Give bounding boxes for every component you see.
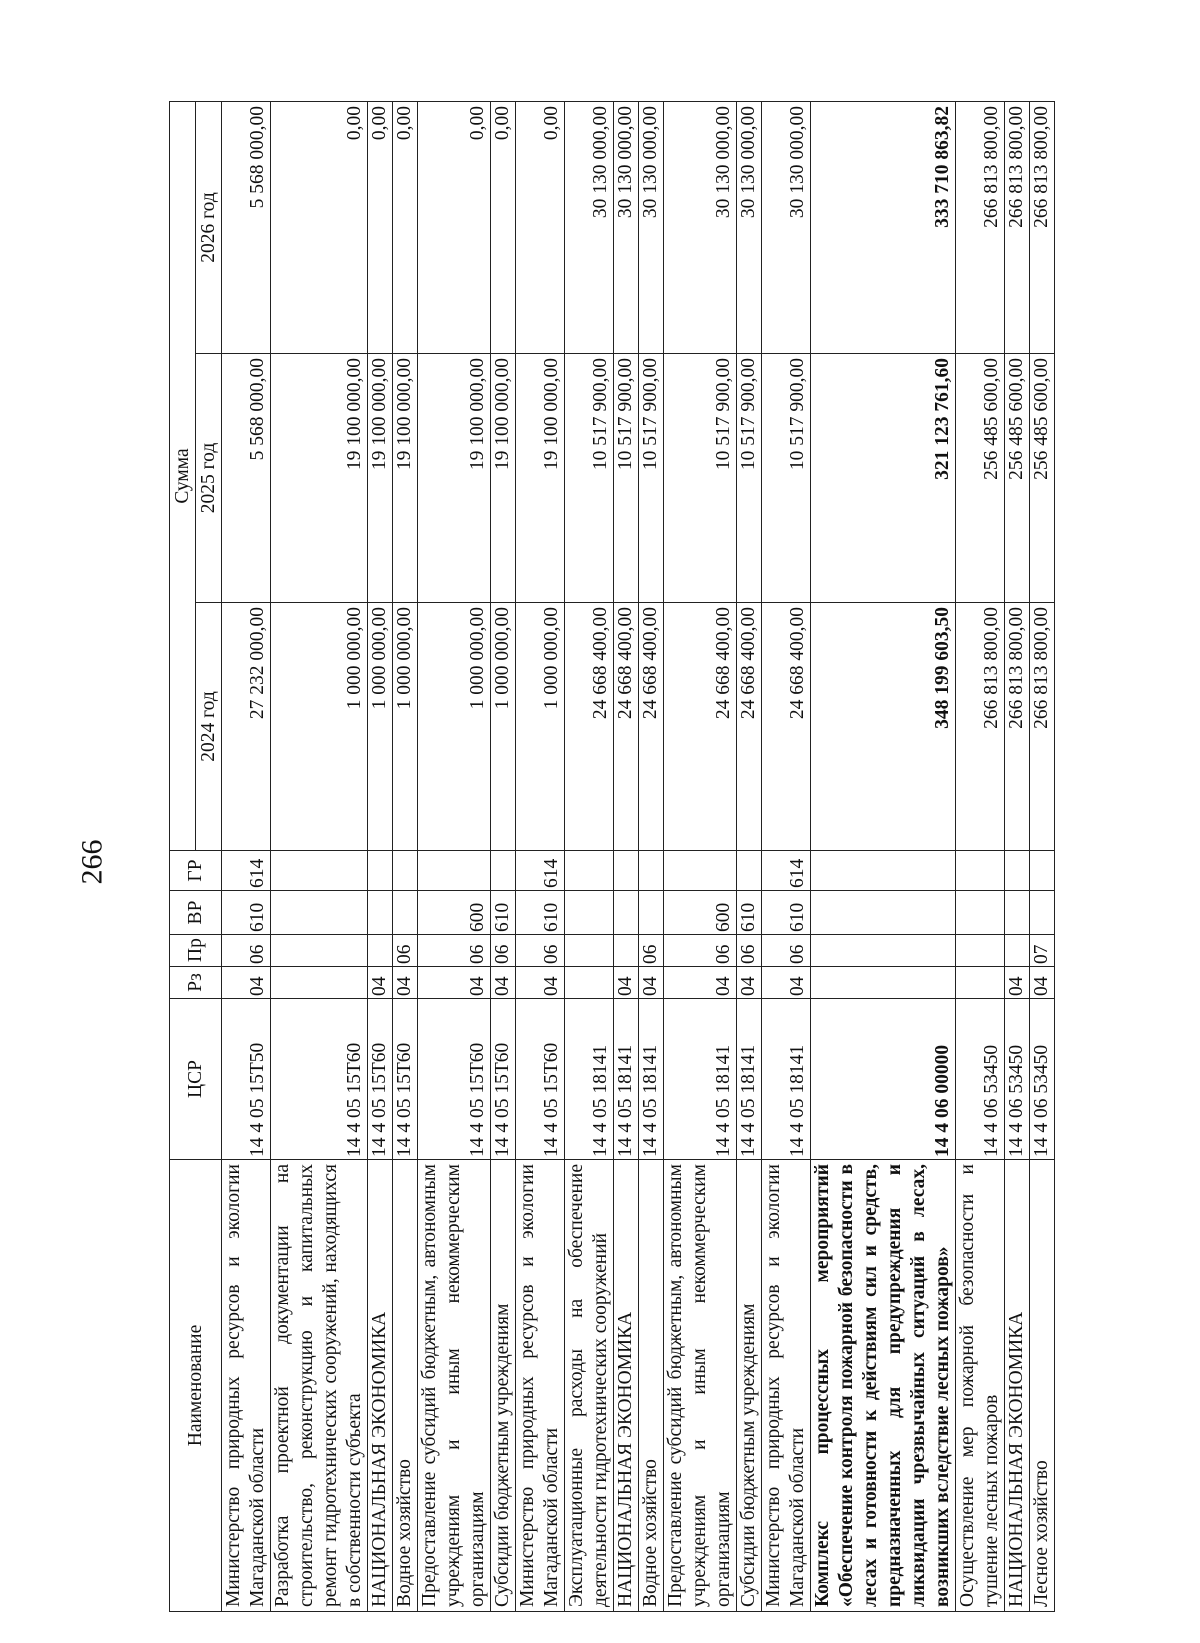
- header-name: Наименование: [170, 1160, 222, 1612]
- table-row: [418, 102, 491, 1612]
- row-name: НАЦИОНАЛЬНАЯ ЭКОНОМИКА: [1005, 1160, 1030, 1612]
- table-row: [639, 102, 664, 1612]
- row-pr: [368, 935, 393, 967]
- row-pr: [956, 935, 1005, 967]
- row-sum-2024: 1 000 000,00: [491, 603, 516, 851]
- table-row: [565, 102, 614, 1612]
- row-rz: [811, 967, 956, 999]
- row-rz: 04: [737, 967, 762, 999]
- row-pr: [614, 935, 639, 967]
- row-vr: [811, 891, 956, 935]
- row-csr: 14 4 05 15Т60: [271, 999, 368, 1160]
- row-name: Лесное хозяйство: [1030, 1160, 1055, 1612]
- row-sum-2024: 24 668 400,00: [762, 603, 811, 851]
- row-sum-2025: 5 568 000,00: [222, 354, 271, 603]
- table-row: [516, 102, 565, 1612]
- table-row: [664, 102, 737, 1612]
- row-csr: 14 4 05 18141: [762, 999, 811, 1160]
- row-gr: [956, 851, 1005, 891]
- row-gr: 614: [516, 851, 565, 891]
- row-name: Водное хозяйство: [393, 1160, 418, 1612]
- table-row: [737, 102, 762, 1612]
- row-csr: 14 4 05 15Т50: [222, 999, 271, 1160]
- row-pr: [1005, 935, 1030, 967]
- row-sum-2026: 0,00: [418, 102, 491, 354]
- row-sum-2025: 19 100 000,00: [271, 354, 368, 603]
- row-pr: 06: [491, 935, 516, 967]
- row-sum-2025: 19 100 000,00: [368, 354, 393, 603]
- row-sum-2026: 266 813 800,00: [1005, 102, 1030, 354]
- table-row: [1030, 102, 1055, 1612]
- row-gr: [418, 851, 491, 891]
- row-vr: [1005, 891, 1030, 935]
- row-rz: 04: [222, 967, 271, 999]
- table-row: [491, 102, 516, 1612]
- row-rz: 04: [491, 967, 516, 999]
- row-gr: [614, 851, 639, 891]
- header-csr: ЦСР: [170, 999, 222, 1160]
- row-name: НАЦИОНАЛЬНАЯ ЭКОНОМИКА: [614, 1160, 639, 1612]
- row-rz: [565, 967, 614, 999]
- row-sum-2025: 256 485 600,00: [1030, 354, 1055, 603]
- row-rz: [271, 967, 368, 999]
- row-sum-2024: 24 668 400,00: [565, 603, 614, 851]
- row-sum-2024: 1 000 000,00: [418, 603, 491, 851]
- row-sum-2026: 0,00: [491, 102, 516, 354]
- table-row: [1005, 102, 1030, 1612]
- row-sum-2024: 266 813 800,00: [1030, 603, 1055, 851]
- header-2026: 2026 год: [196, 102, 222, 354]
- row-rz: 04: [516, 967, 565, 999]
- row-pr: [565, 935, 614, 967]
- row-csr: 14 4 05 18141: [664, 999, 737, 1160]
- row-name: Министерство природных ресурсов и экологии Магаданской области: [222, 1160, 271, 1612]
- budget-table: [169, 101, 1055, 1612]
- row-gr: [271, 851, 368, 891]
- row-sum-2024: 1 000 000,00: [271, 603, 368, 851]
- row-vr: [393, 891, 418, 935]
- row-sum-2026: 30 130 000,00: [614, 102, 639, 354]
- row-vr: [956, 891, 1005, 935]
- row-gr: [565, 851, 614, 891]
- table-row: [762, 102, 811, 1612]
- row-gr: 614: [762, 851, 811, 891]
- row-sum-2024: 24 668 400,00: [614, 603, 639, 851]
- page-number: 266: [75, 839, 109, 885]
- row-pr: 06: [516, 935, 565, 967]
- row-sum-2026: 5 568 000,00: [222, 102, 271, 354]
- header-row: [170, 102, 196, 1612]
- row-csr: 14 4 05 18141: [565, 999, 614, 1160]
- table-row: [393, 102, 418, 1612]
- row-rz: 04: [393, 967, 418, 999]
- row-sum-2025: 10 517 900,00: [664, 354, 737, 603]
- row-sum-2025: 256 485 600,00: [956, 354, 1005, 603]
- row-rz: 04: [418, 967, 491, 999]
- table-body: [222, 102, 1055, 1612]
- row-gr: [639, 851, 664, 891]
- row-gr: [1030, 851, 1055, 891]
- row-sum-2025: 10 517 900,00: [614, 354, 639, 603]
- header-2024: 2024 год: [196, 603, 222, 851]
- row-name: НАЦИОНАЛЬНАЯ ЭКОНОМИКА: [368, 1160, 393, 1612]
- row-sum-2026: 30 130 000,00: [762, 102, 811, 354]
- row-sum-2024: 1 000 000,00: [393, 603, 418, 851]
- row-csr: 14 4 05 15Т60: [516, 999, 565, 1160]
- row-vr: [639, 891, 664, 935]
- row-sum-2025: 19 100 000,00: [491, 354, 516, 603]
- row-csr: 14 4 05 15Т60: [491, 999, 516, 1160]
- header-sum: Сумма: [170, 102, 196, 851]
- row-sum-2024: 24 668 400,00: [639, 603, 664, 851]
- row-sum-2024: 24 668 400,00: [664, 603, 737, 851]
- row-sum-2026: 30 130 000,00: [639, 102, 664, 354]
- row-csr: 14 4 06 53450: [1005, 999, 1030, 1160]
- row-gr: [1005, 851, 1030, 891]
- row-sum-2026: 0,00: [368, 102, 393, 354]
- row-gr: [811, 851, 956, 891]
- row-rz: [956, 967, 1005, 999]
- table-row: [222, 102, 271, 1612]
- header-2025: 2025 год: [196, 354, 222, 603]
- row-sum-2026: 266 813 800,00: [956, 102, 1005, 354]
- row-csr: 14 4 06 00000: [811, 999, 956, 1160]
- row-rz: 04: [664, 967, 737, 999]
- row-vr: 610: [222, 891, 271, 935]
- row-csr: 14 4 06 53450: [1030, 999, 1055, 1160]
- row-vr: 600: [664, 891, 737, 935]
- table-row: [271, 102, 368, 1612]
- row-sum-2024: 1 000 000,00: [368, 603, 393, 851]
- row-name: Осуществление мер пожарной безопасности и тушение лесных пожаров: [956, 1160, 1005, 1612]
- row-sum-2024: 27 232 000,00: [222, 603, 271, 851]
- row-vr: [614, 891, 639, 935]
- row-pr: [271, 935, 368, 967]
- table-row: [956, 102, 1005, 1612]
- row-csr: 14 4 05 18141: [639, 999, 664, 1160]
- row-name: Субсидии бюджетным учреждениям: [737, 1160, 762, 1612]
- row-sum-2025: 256 485 600,00: [1005, 354, 1030, 603]
- row-vr: 610: [737, 891, 762, 935]
- row-name: Предоставление субсидий бюджетным, автономным учреждениям и иным некоммерческим организациям: [418, 1160, 491, 1612]
- row-rz: 04: [1030, 967, 1055, 999]
- row-sum-2024: 266 813 800,00: [956, 603, 1005, 851]
- row-sum-2026: 30 130 000,00: [664, 102, 737, 354]
- row-name: Предоставление субсидий бюджетным, автономным учреждениям и иным некоммерческим организациям: [664, 1160, 737, 1612]
- row-pr: 07: [1030, 935, 1055, 967]
- header-pr: Пр: [170, 935, 222, 967]
- row-sum-2025: 321 123 761,60: [811, 354, 956, 603]
- row-name: Комплекс процессных мероприятий «Обеспечение контроля пожарной безопасности в лесах и готовности к действиям сил и средств, предназначенных для предупреждения и ликвидации чрезвычайных ситуаций в лесах, возникших вследствие лесных пожаров»: [811, 1160, 956, 1612]
- row-sum-2025: 19 100 000,00: [516, 354, 565, 603]
- row-pr: 06: [639, 935, 664, 967]
- row-gr: [737, 851, 762, 891]
- row-sum-2024: 266 813 800,00: [1005, 603, 1030, 851]
- row-sum-2026: 0,00: [393, 102, 418, 354]
- row-sum-2026: 0,00: [271, 102, 368, 354]
- row-name: Министерство природных ресурсов и экологии Магаданской области: [762, 1160, 811, 1612]
- row-name: Разработка проектной документации на строительство, реконструкцию и капитальных ремонт гидротехнических сооружений, находящихся в собственности субъекта: [271, 1160, 368, 1612]
- row-rz: 04: [368, 967, 393, 999]
- row-rz: 04: [639, 967, 664, 999]
- row-name: Министерство природных ресурсов и экологии Магаданской области: [516, 1160, 565, 1612]
- row-name: Эксплуатационные расходы на обеспечение деятельности гидротехнических сооружений: [565, 1160, 614, 1612]
- row-gr: [491, 851, 516, 891]
- row-sum-2025: 10 517 900,00: [639, 354, 664, 603]
- row-sum-2025: 19 100 000,00: [418, 354, 491, 603]
- row-sum-2025: 19 100 000,00: [393, 354, 418, 603]
- row-vr: 610: [762, 891, 811, 935]
- row-csr: 14 4 05 18141: [614, 999, 639, 1160]
- row-sum-2024: 348 199 603,50: [811, 603, 956, 851]
- row-vr: 610: [491, 891, 516, 935]
- row-sum-2025: 10 517 900,00: [737, 354, 762, 603]
- row-rz: 04: [614, 967, 639, 999]
- row-vr: [368, 891, 393, 935]
- row-sum-2025: 10 517 900,00: [762, 354, 811, 603]
- row-sum-2026: 333 710 863,82: [811, 102, 956, 354]
- row-vr: 600: [418, 891, 491, 935]
- row-name: Водное хозяйство: [639, 1160, 664, 1612]
- row-sum-2024: 1 000 000,00: [516, 603, 565, 851]
- header-gr: ГР: [170, 851, 222, 891]
- row-gr: 614: [222, 851, 271, 891]
- table-row: [811, 102, 956, 1612]
- rotated-table-container: [169, 102, 1069, 1612]
- row-pr: 06: [762, 935, 811, 967]
- row-pr: 06: [222, 935, 271, 967]
- row-name: Субсидии бюджетным учреждениям: [491, 1160, 516, 1612]
- row-rz: 04: [1005, 967, 1030, 999]
- table-row: [614, 102, 639, 1612]
- row-gr: [664, 851, 737, 891]
- row-sum-2026: 266 813 800,00: [1030, 102, 1055, 354]
- row-csr: 14 4 05 15Т60: [393, 999, 418, 1160]
- row-sum-2026: 30 130 000,00: [565, 102, 614, 354]
- row-gr: [368, 851, 393, 891]
- header-rz: Рз: [170, 967, 222, 999]
- row-rz: 04: [762, 967, 811, 999]
- row-pr: 06: [737, 935, 762, 967]
- row-sum-2024: 24 668 400,00: [737, 603, 762, 851]
- row-vr: [565, 891, 614, 935]
- row-pr: 06: [393, 935, 418, 967]
- table-row: [368, 102, 393, 1612]
- row-csr: 14 4 05 15Т60: [418, 999, 491, 1160]
- row-sum-2026: 30 130 000,00: [737, 102, 762, 354]
- row-csr: 14 4 05 15Т60: [368, 999, 393, 1160]
- row-pr: 06: [418, 935, 491, 967]
- row-vr: [1030, 891, 1055, 935]
- row-csr: 14 4 06 53450: [956, 999, 1005, 1160]
- row-csr: 14 4 05 18141: [737, 999, 762, 1160]
- row-vr: 610: [516, 891, 565, 935]
- header-vr: ВР: [170, 891, 222, 935]
- row-sum-2026: 0,00: [516, 102, 565, 354]
- row-vr: [271, 891, 368, 935]
- row-pr: 06: [664, 935, 737, 967]
- row-gr: [393, 851, 418, 891]
- row-sum-2025: 10 517 900,00: [565, 354, 614, 603]
- row-pr: [811, 935, 956, 967]
